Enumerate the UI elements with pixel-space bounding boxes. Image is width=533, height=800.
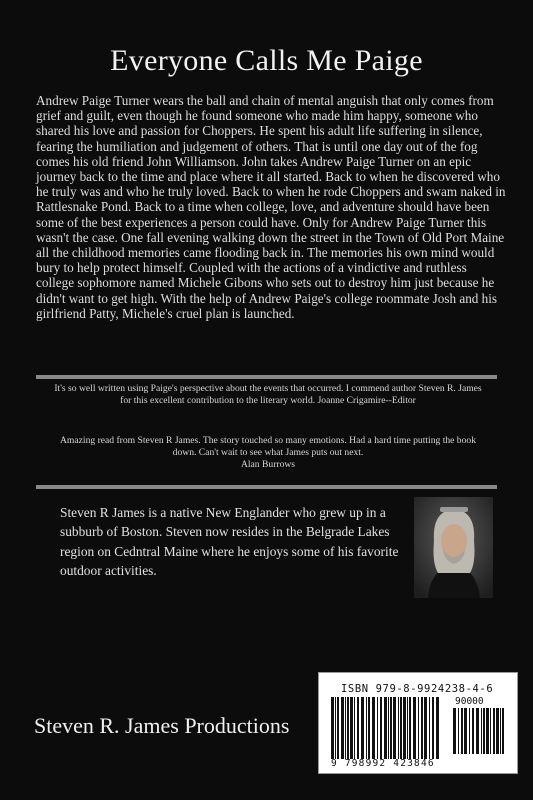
review-2-text: Amazing read from Steven R James. The story touched so many emotions. Had a hard time putting the book down. Can't wait to see what James puts out next. xyxy=(60,435,476,458)
barcode-panel xyxy=(318,672,518,774)
publisher-name: Steven R. James Productions xyxy=(34,713,290,738)
author-photo xyxy=(414,497,493,598)
review-2-author: Alan Burrows xyxy=(240,459,296,470)
review-2 xyxy=(50,435,486,471)
synopsis-text: Andrew Paige Turner wears the ball and chain of mental anguish that only comes from grief and guilt, even though he found someone who made him happy, someone who shared his love and passion for Choppers. He spent his adult life suffering in silence, fearing the humiliation and judgement of others. That is until one day out of the fog comes his old friend John Williamson. John takes Andrew Paige Turner on an epic journey back to the time and place where it all started. Back to when he discovered who he truly was and who he truly loved. Back to when he rode Choppers and swam naked in Rattlesnake Pond. Back to a time when college, love, and adventure should have been some of the best experiences a person could have. Only for Andrew Paige Turner this wasn't the case. One fall evening walking down the street in the Town of Old Port Maine all the childhood memories came flooding back in. The memories his own mind would bury to help protect himself. Coupled with the actions of a vindictive and ruthless college sophomore named Michele Gibons who sets out to destroy him just because he didn't want to get high. With the help of Andrew Paige's college roommate Josh and his girlfriend Patty, Michele's cruel plan is launched. xyxy=(36,93,506,321)
isbn-label: ISBN 979-8-9924238-4-6 xyxy=(341,683,494,695)
ean-digits: 9 798992 423846 xyxy=(331,758,435,769)
barcode-main xyxy=(331,697,443,759)
author-bio: Steven R James is a native New Englander who grew up in a subburb of Boston. Steven now resides in the Belgrade Lakes region on Cedntral Maine where he enjoys some of his favorite outdoor activities. xyxy=(60,505,399,579)
review-1 xyxy=(50,383,486,407)
price-code: 90000 xyxy=(455,696,484,707)
review-1-text: It's so well written using Paige's perspective about the events that occurred. I commend author Steven R. James for this excellent contribution to the literary world. xyxy=(54,383,482,406)
book-title: Everyone Calls Me Paige xyxy=(110,44,423,77)
divider-top xyxy=(36,375,497,379)
barcode-addon xyxy=(453,708,505,754)
divider-bottom xyxy=(36,485,497,489)
review-1-author: Joanne Crigamire--Editor xyxy=(317,395,416,406)
